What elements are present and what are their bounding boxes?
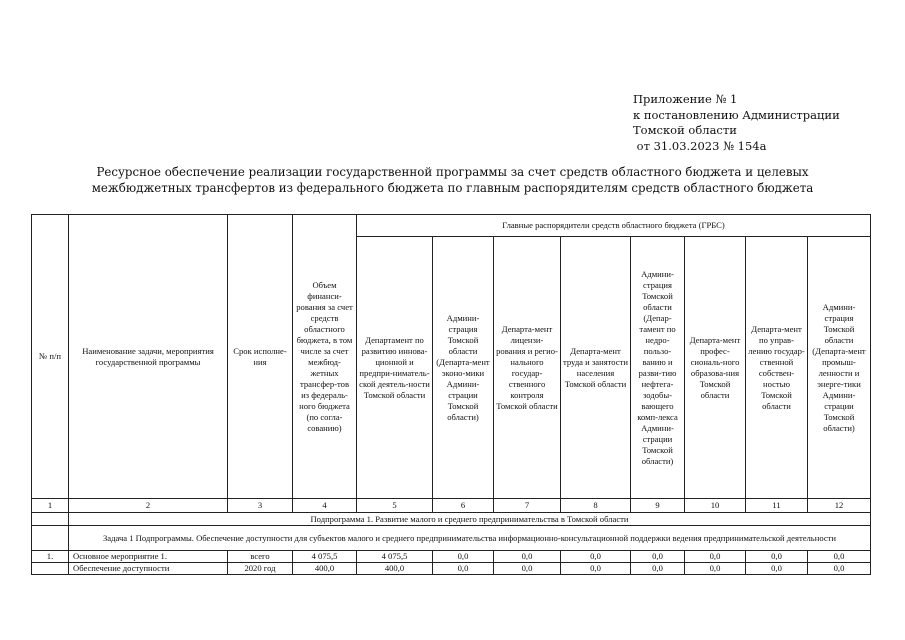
header-term: Срок исполне-ния [228,215,293,499]
column-number: 10 [685,499,746,513]
table-row [32,563,871,575]
row-value: 0,0 [746,551,808,563]
row-value: 400,0 [293,563,357,575]
appendix-line: к постановлению Администрации [633,107,840,122]
header-dept-5: Департамент по развитию иннова-ционной и предпри-ниматель-ской деятель-ности Томской области [357,237,433,499]
subprogram-title: Подпрограмма 1. Развитие малого и среднего предпринимательства в Томской области [69,513,871,526]
appendix-line: от 31.03.2023 № 154а [633,138,767,153]
title-line: Ресурсное обеспечение реализации государственной программы за счет средств областного бюджета и целевых [96,165,809,179]
row-value: 0,0 [808,551,871,563]
row-value: 0,0 [631,563,685,575]
row-value: 4 075,5 [357,551,433,563]
document-title [40,165,865,196]
header-num: № п/п [32,215,69,499]
header-grbs: Главные распорядители средств областного бюджета (ГРБС) [357,215,871,237]
row-value: 0,0 [433,563,494,575]
header-dept-8: Департа-мент труда и занятости населения Томской области [561,237,631,499]
column-number: 3 [228,499,293,513]
column-number: 11 [746,499,808,513]
row-value: 0,0 [685,563,746,575]
header-dept-9: Админи-страция Томской области (Депар-тамент по недро-пользо-ванию и разви-тию нефтега-зодобы-вающего комп-лекса Админи-страции Томской области) [631,237,685,499]
row-name: Основное мероприятие 1. [69,551,228,563]
column-number: 12 [808,499,871,513]
column-number: 4 [293,499,357,513]
empty-cell [32,513,69,526]
appendix-line: Томской области [633,123,737,137]
task-title: Задача 1 Подпрограммы. Обеспечение доступности для субъектов малого и среднего предпринимательства информационно-консультационной поддержки ведения предпринимательской деятельности [69,526,871,551]
column-number: 9 [631,499,685,513]
column-number: 7 [494,499,561,513]
row-value: 4 075,5 [293,551,357,563]
column-number: 5 [357,499,433,513]
row-value: 0,0 [433,551,494,563]
column-number: 8 [561,499,631,513]
row-value: 0,0 [561,563,631,575]
column-number: 2 [69,499,228,513]
header-volume: Объем финанси-рования за счет средств областного бюджета, в том числе за счет межбюд-жетных трансфер-тов из федераль-ного бюджета (по согла-сованию) [293,215,357,499]
row-value: 0,0 [746,563,808,575]
row-name: Обеспечение доступности [69,563,228,575]
table-row [32,551,871,563]
row-term: всего [228,551,293,563]
header-dept-7: Департа-мент лицензи-рования и регио-нального государ-ственного контроля Томской области [494,237,561,499]
row-value: 0,0 [494,551,561,563]
empty-cell [32,526,69,551]
appendix-line: Приложение № 1 [633,92,738,106]
header-dept-12: Админи-страция Томской области (Департа-мент промыш-ленности и энерге-тики Админи-страции Томской области) [808,237,871,499]
row-value: 0,0 [685,551,746,563]
header-dept-11: Департа-мент по управ-лению государ-ственной собствен-ностью Томской области [746,237,808,499]
row-value: 0,0 [494,563,561,575]
header-name: Наименование задачи, мероприятия государственной программы [69,215,228,499]
row-value: 400,0 [357,563,433,575]
row-term: 2020 год [228,563,293,575]
title-line: межбюджетных трансфертов из федерального бюджета по главным распорядителям средств областного бюджета [91,180,814,195]
row-num: 1. [32,551,69,563]
header-dept-6: Админи-страция Томской области (Департа-мент эконо-мики Админи-страции Томской области) [433,237,494,499]
row-value: 0,0 [808,563,871,575]
column-number: 6 [433,499,494,513]
resource-table [31,214,871,575]
row-value: 0,0 [631,551,685,563]
column-number: 1 [32,499,69,513]
row-num [32,563,69,575]
row-value: 0,0 [561,551,631,563]
appendix-block [633,92,840,154]
header-dept-10: Департа-мент профес-сиональ-ного образова-ния Томской области [685,237,746,499]
